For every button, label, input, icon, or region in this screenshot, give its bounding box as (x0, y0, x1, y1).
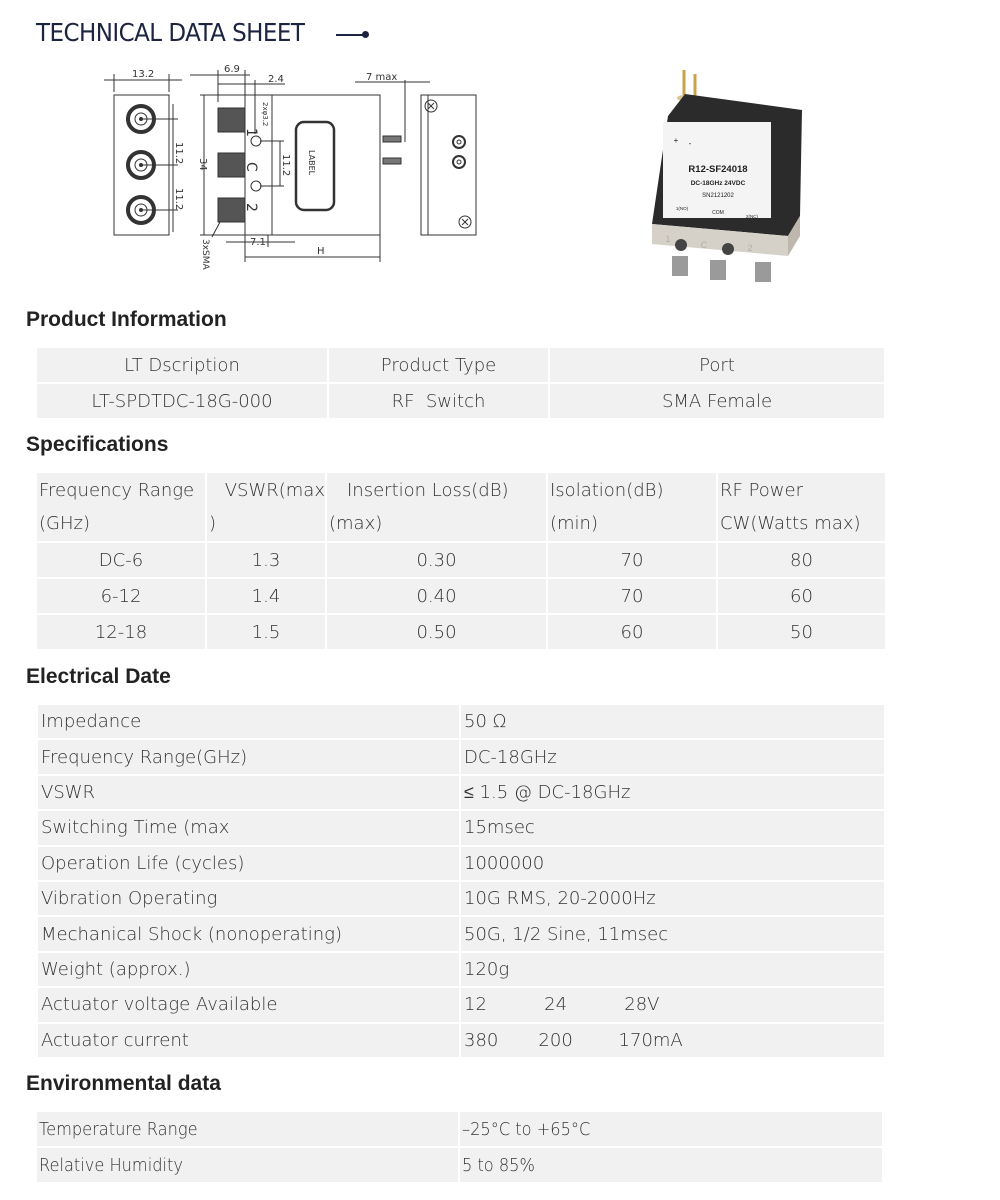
cell-rf-power: 60 (718, 579, 885, 613)
table-row (38, 740, 884, 773)
header-cell: Product Type (329, 348, 548, 382)
port-mark: 1 (243, 128, 259, 137)
cell-value: ≤ 1.5 @ DC-18GHz (461, 776, 884, 809)
cell-parameter: Mechanical Shock (nonoperating) (38, 917, 459, 950)
table-row (37, 384, 884, 418)
cell-isolation: 70 (548, 543, 716, 577)
model-number: R12-SF24018 (688, 164, 748, 175)
cell-insertion-loss: 0.50 (327, 615, 546, 649)
specifications-heading: Specifications (26, 433, 169, 456)
serial-number: SN2121202 (702, 193, 734, 199)
header-line: VSWR(max (224, 480, 325, 501)
table-row (37, 615, 885, 649)
cell-lt-description: LT-SPDTDC-18G-000 (37, 384, 327, 418)
header-cell (548, 473, 716, 541)
polarity-minus: - (688, 139, 692, 148)
cell-value: DC-18GHz (461, 740, 884, 773)
header-line: Insertion Loss(dB) (347, 480, 509, 501)
table-row (38, 917, 884, 950)
table-row (38, 882, 884, 915)
spec-line: DC-18GHz 24VDC (690, 180, 746, 187)
electrical-table (36, 703, 886, 1059)
header-line: (GHz) (39, 513, 90, 534)
header-line: CW(Watts max) (720, 513, 861, 534)
label-text: LABEL (307, 150, 316, 176)
port-label: 2(NC) (746, 214, 758, 219)
specifications-table (35, 471, 887, 651)
cell-text: Temperature Range (39, 1118, 198, 1140)
dim-label: 34 (197, 158, 208, 171)
table-row (38, 776, 884, 809)
cell-text: 5 to 85% (462, 1154, 535, 1176)
dim-label: 11.2 (280, 154, 291, 177)
dim-label: 11.2 (173, 142, 184, 165)
cell-insertion-loss: 0.40 (327, 579, 546, 613)
header-line: Isolation(dB) (min) (550, 480, 664, 534)
header-line: RF Power (720, 480, 804, 501)
dim-label: 7.1 (250, 237, 266, 248)
header-cell: Port (550, 348, 884, 382)
header-cell: LT Dscription (37, 348, 327, 382)
electrical-heading: Electrical Date (26, 665, 171, 688)
cell-frequency: 12-18 (37, 615, 205, 649)
dim-label: 2xφ3.2 (261, 102, 269, 127)
header-cell (37, 473, 205, 541)
cell-text: –25°C to +65°C (462, 1118, 591, 1140)
cell-parameter (37, 1148, 458, 1182)
port-label: COM (712, 210, 724, 216)
cell-rf-power: 50 (718, 615, 885, 649)
cell-parameter: Operation Life (cycles) (38, 847, 459, 880)
table-row (37, 1148, 882, 1182)
table-row (37, 543, 885, 577)
cell-isolation: 60 (548, 615, 716, 649)
table-row (37, 1112, 882, 1146)
cell-frequency: DC-6 (37, 543, 205, 577)
screw-icon (425, 100, 437, 112)
header-line: (max) (329, 513, 383, 534)
polarity-plus: + (673, 136, 679, 145)
cell-frequency: 6-12 (37, 579, 205, 613)
dim-label: 11.2 (173, 188, 184, 211)
table-header-row (37, 348, 884, 382)
body-mark: 1 (665, 234, 671, 244)
product-information-table (35, 346, 886, 420)
dim-label: 13.2 (132, 69, 155, 80)
screw-icon (459, 216, 471, 228)
header-line: Frequency Range (39, 480, 195, 501)
environmental-heading: Environmental data (26, 1072, 221, 1095)
body-mark: 2 (747, 243, 753, 253)
cell-value: 50G, 1/2 Sine, 11msec (461, 917, 884, 950)
header-cell (718, 473, 885, 541)
table-row (38, 953, 884, 986)
cell-value (460, 1112, 882, 1146)
header-line: ) (209, 513, 217, 534)
cell-insertion-loss: 0.30 (327, 543, 546, 577)
table-header-row (37, 473, 885, 541)
table-row (38, 1024, 884, 1057)
cell-parameter: Actuator current (38, 1024, 459, 1057)
cell-parameter: Frequency Range(GHz) (38, 740, 459, 773)
table-row (38, 705, 884, 738)
body-mark: C (700, 240, 708, 250)
port-mark: C (243, 162, 259, 172)
cell-value: 120g (461, 953, 884, 986)
header-cell (327, 473, 546, 541)
cell-isolation: 70 (548, 579, 716, 613)
product-photo (640, 66, 820, 288)
cell-value: 12 24 28V (461, 988, 884, 1021)
dim-label: 2.4 (268, 74, 284, 85)
cell-vswr: 1.5 (207, 615, 325, 649)
cell-parameter: Actuator voltage Available (38, 988, 459, 1021)
cell-value: 10G RMS, 20-2000Hz (461, 882, 884, 915)
port-label: 1(NO) (675, 206, 689, 211)
dim-label: 3xSMA (200, 239, 210, 270)
title-decoration-dot (362, 31, 369, 38)
port-mark: 2 (243, 203, 259, 212)
cell-value: 15msec (461, 811, 884, 844)
cell-parameter: VSWR (38, 776, 459, 809)
dim-label: 7 max (366, 72, 398, 83)
cell-parameter: Vibration Operating (38, 882, 459, 915)
table-row (38, 847, 884, 880)
cell-value: 1000000 (461, 847, 884, 880)
cell-value: 50 Ω (461, 705, 884, 738)
environmental-table (35, 1110, 884, 1184)
dimension-drawing (100, 62, 485, 280)
cell-value (460, 1148, 882, 1182)
cell-port: SMA Female (550, 384, 884, 418)
cell-parameter: Switching Time (max (38, 811, 459, 844)
document-title: TECHNICAL DATA SHEET (36, 18, 305, 47)
product-information-heading: Product Information (26, 308, 227, 331)
dim-label: H (317, 246, 325, 257)
table-row (38, 988, 884, 1021)
cell-vswr: 1.4 (207, 579, 325, 613)
dim-label: 6.9 (224, 64, 240, 75)
cell-parameter: Impedance (38, 705, 459, 738)
cell-parameter (37, 1112, 458, 1146)
cell-vswr: 1.3 (207, 543, 325, 577)
cell-rf-power: 80 (718, 543, 885, 577)
cell-parameter: Weight (approx.) (38, 953, 459, 986)
table-row (38, 811, 884, 844)
cell-text: Relative Humidity (39, 1154, 183, 1176)
header-cell (207, 473, 325, 541)
title-decoration-line (336, 34, 364, 36)
cell-product-type: RF Switch (329, 384, 548, 418)
cell-value: 380 200 170mA (461, 1024, 884, 1057)
table-row (37, 579, 885, 613)
